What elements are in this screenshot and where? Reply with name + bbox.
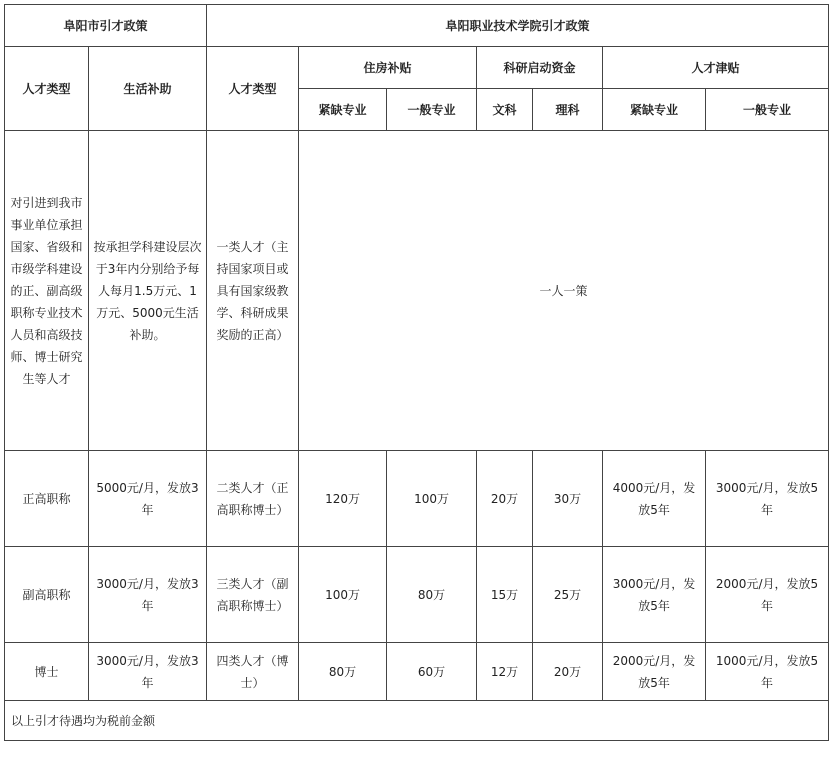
housing-shortage-cell: 100万 [299, 547, 387, 643]
allowance-general-cell: 1000元/月，发放5年 [706, 643, 829, 701]
research-fund-header: 科研启动资金 [477, 47, 603, 89]
research-arts-cell: 20万 [477, 451, 533, 547]
research-arts-cell: 12万 [477, 643, 533, 701]
table-row [5, 451, 829, 547]
housing-shortage-cell: 120万 [299, 451, 387, 547]
city-talent-type-header: 人才类型 [5, 47, 89, 131]
housing-general-cell: 60万 [387, 643, 477, 701]
college-talent-type-header: 人才类型 [207, 47, 299, 131]
research-science-cell: 25万 [533, 547, 603, 643]
college-talent-type-cell: 三类人才（副高职称博士） [207, 547, 299, 643]
allowance-general-cell: 3000元/月，发放5年 [706, 451, 829, 547]
allowance-general-header: 一般专业 [706, 89, 829, 131]
city-talent-type-cell: 副高职称 [5, 547, 89, 643]
living-subsidy-cell: 5000元/月，发放3年 [89, 451, 207, 547]
header-row-top [5, 5, 829, 47]
research-science-cell: 20万 [533, 643, 603, 701]
housing-general-cell: 100万 [387, 451, 477, 547]
research-science-header: 理科 [533, 89, 603, 131]
living-subsidy-cell: 按承担学科建设层次于3年内分别给予每人每月1.5万元、1万元、5000元生活补助。 [89, 131, 207, 451]
one-person-one-policy-cell: 一人一策 [299, 131, 829, 451]
research-science-cell: 30万 [533, 451, 603, 547]
footnote-row [5, 701, 829, 741]
allowance-shortage-cell: 2000元/月，发放5年 [603, 643, 706, 701]
allowance-shortage-cell: 4000元/月，发放5年 [603, 451, 706, 547]
living-subsidy-cell: 3000元/月，发放3年 [89, 547, 207, 643]
city-talent-type-cell: 博士 [5, 643, 89, 701]
table-row [5, 131, 829, 451]
table-row [5, 643, 829, 701]
allowance-general-cell: 2000元/月，发放5年 [706, 547, 829, 643]
college-talent-type-cell: 二类人才（正高职称博士） [207, 451, 299, 547]
housing-general-cell: 80万 [387, 547, 477, 643]
housing-shortage-cell: 80万 [299, 643, 387, 701]
allowance-shortage-header: 紧缺专业 [603, 89, 706, 131]
housing-header: 住房补贴 [299, 47, 477, 89]
footnote: 以上引才待遇均为税前金额 [5, 701, 829, 741]
city-talent-type-cell: 正高职称 [5, 451, 89, 547]
housing-general-header: 一般专业 [387, 89, 477, 131]
header-row-mid [5, 47, 829, 89]
talent-policy-table [4, 4, 829, 741]
research-arts-cell: 15万 [477, 547, 533, 643]
research-arts-header: 文科 [477, 89, 533, 131]
living-subsidy-cell: 3000元/月，发放3年 [89, 643, 207, 701]
table-row [5, 547, 829, 643]
college-policy-header: 阜阳职业技术学院引才政策 [207, 5, 829, 47]
city-policy-header: 阜阳市引才政策 [5, 5, 207, 47]
living-subsidy-header: 生活补助 [89, 47, 207, 131]
allowance-shortage-cell: 3000元/月，发放5年 [603, 547, 706, 643]
housing-shortage-header: 紧缺专业 [299, 89, 387, 131]
city-talent-type-cell: 对引进到我市事业单位承担国家、省级和市级学科建设的正、副高级职称专业技术人员和高级技师、博士研究生等人才 [5, 131, 89, 451]
talent-allowance-header: 人才津贴 [603, 47, 829, 89]
college-talent-type-cell: 四类人才（博士） [207, 643, 299, 701]
college-talent-type-cell: 一类人才（主持国家项目或具有国家级教学、科研成果奖励的正高） [207, 131, 299, 451]
